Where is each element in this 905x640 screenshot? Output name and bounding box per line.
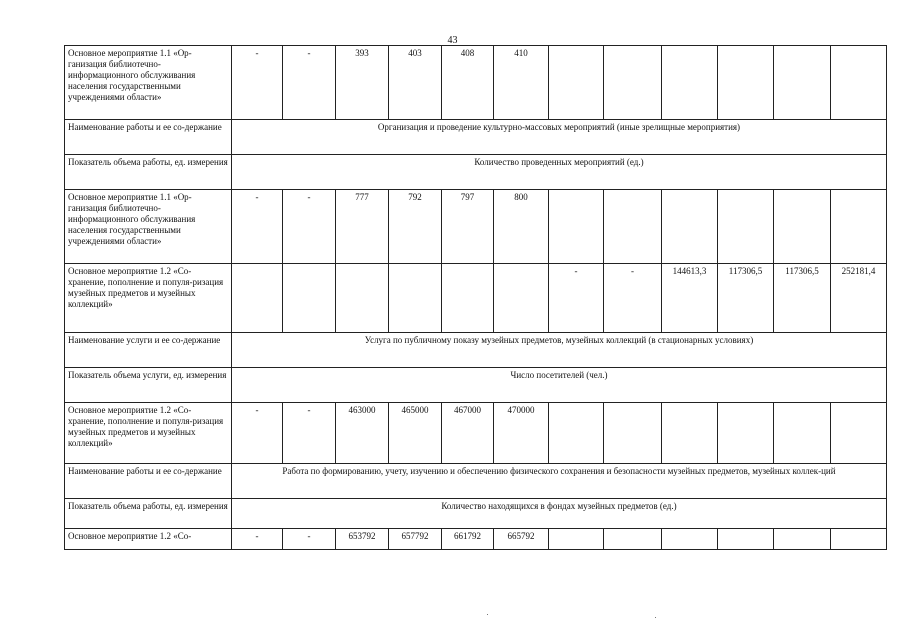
table-cell: 797 [442, 190, 494, 264]
table-cell [662, 529, 718, 550]
row-description: Услуга по публичному показу музейных предметов, музейных коллекций (в стационарных условиях) [232, 333, 887, 368]
table-cell [662, 403, 718, 464]
section-header-row [65, 333, 887, 368]
section-header-row [65, 120, 887, 155]
table-cell [442, 264, 494, 333]
table-cell: 800 [494, 190, 549, 264]
table-cell [774, 190, 831, 264]
scan-speck [487, 614, 488, 615]
row-description: Организация и проведение культурно-массовых мероприятий (иные зрелищные мероприятия) [232, 120, 887, 155]
table-cell [718, 403, 774, 464]
table-row [65, 403, 887, 464]
section-header-row [65, 155, 887, 190]
table-cell: 792 [389, 190, 442, 264]
table-cell [718, 46, 774, 120]
table-cell: - [283, 46, 336, 120]
table-cell: 252181,4 [831, 264, 887, 333]
table-cell: 393 [336, 46, 389, 120]
table-cell [774, 403, 831, 464]
row-label: Наименование работы и ее со-держание [65, 464, 232, 499]
table-cell: 661792 [442, 529, 494, 550]
table-cell [604, 403, 662, 464]
table-cell: 463000 [336, 403, 389, 464]
row-label: Основное мероприятие 1.1 «Ор-ганизация библиотечно-информационного обслуживания населения государственными учреждениями области» [65, 46, 232, 120]
table-cell: - [283, 190, 336, 264]
row-label: Основное мероприятие 1.2 «Со-хранение, пополнение и популя-ризация музейных предметов и музейных коллекций» [65, 264, 232, 333]
table-cell: 777 [336, 190, 389, 264]
table-cell: 117306,5 [718, 264, 774, 333]
table-cell: 470000 [494, 403, 549, 464]
table-cell [774, 529, 831, 550]
table-cell: 117306,5 [774, 264, 831, 333]
table-cell: - [283, 529, 336, 550]
table-cell: - [232, 190, 283, 264]
table-cell [604, 529, 662, 550]
table-cell [549, 190, 604, 264]
page-number: 43 [447, 35, 458, 46]
row-label: Основное мероприятие 1.2 «Со- [65, 529, 232, 550]
table-row [65, 529, 887, 550]
row-label: Показатель объема работы, ед. измерения [65, 155, 232, 190]
row-label: Основное мероприятие 1.1 «Ор-ганизация библиотечно-информационного обслуживания населения государственными учреждениями области» [65, 190, 232, 264]
table-cell [494, 264, 549, 333]
table-cell [662, 46, 718, 120]
table-cell: 657792 [389, 529, 442, 550]
table-cell [604, 190, 662, 264]
row-label: Наименование услуги и ее со-держание [65, 333, 232, 368]
table-cell: 665792 [494, 529, 549, 550]
row-label: Основное мероприятие 1.2 «Со-хранение, пополнение и популя-ризация музейных предметов и музейных коллекций» [65, 403, 232, 464]
table-cell [549, 46, 604, 120]
table-cell [831, 46, 887, 120]
table-cell [831, 190, 887, 264]
table-cell [718, 529, 774, 550]
table-cell: - [232, 529, 283, 550]
section-header-row [65, 464, 887, 499]
row-description: Количество находящихся в фондах музейных предметов (ед.) [232, 499, 887, 529]
scan-speck [655, 617, 656, 618]
table-cell: - [549, 264, 604, 333]
row-description: Работа по формированию, учету, изучению и обеспечению физического сохранения и безопасности музейных предметов, музейных коллек-ций [232, 464, 887, 499]
budget-table [64, 45, 887, 550]
table-cell: - [604, 264, 662, 333]
table-row [65, 46, 887, 120]
table-cell [389, 264, 442, 333]
table-cell: 465000 [389, 403, 442, 464]
row-label: Наименование работы и ее со-держание [65, 120, 232, 155]
table-row [65, 190, 887, 264]
table-cell [232, 264, 283, 333]
table-cell: - [232, 403, 283, 464]
row-label: Показатель объема услуги, ед. измерения [65, 368, 232, 403]
table-cell: 144613,3 [662, 264, 718, 333]
row-description: Количество проведенных мероприятий (ед.) [232, 155, 887, 190]
table-cell [549, 529, 604, 550]
table-cell [336, 264, 389, 333]
table-cell [662, 190, 718, 264]
table-cell: - [283, 403, 336, 464]
table-cell: 410 [494, 46, 549, 120]
table-cell: - [232, 46, 283, 120]
table-cell: 653792 [336, 529, 389, 550]
table-cell [549, 403, 604, 464]
section-header-row [65, 499, 887, 529]
table-cell [774, 46, 831, 120]
table-cell: 467000 [442, 403, 494, 464]
table-cell [831, 403, 887, 464]
row-description: Число посетителей (чел.) [232, 368, 887, 403]
table-cell: 403 [389, 46, 442, 120]
table-body [65, 46, 887, 550]
table-cell [831, 529, 887, 550]
table-cell [604, 46, 662, 120]
table-cell [718, 190, 774, 264]
table-cell: 408 [442, 46, 494, 120]
row-label: Показатель объема работы, ед. измерения [65, 499, 232, 529]
section-header-row [65, 368, 887, 403]
table-row [65, 264, 887, 333]
table-cell [283, 264, 336, 333]
